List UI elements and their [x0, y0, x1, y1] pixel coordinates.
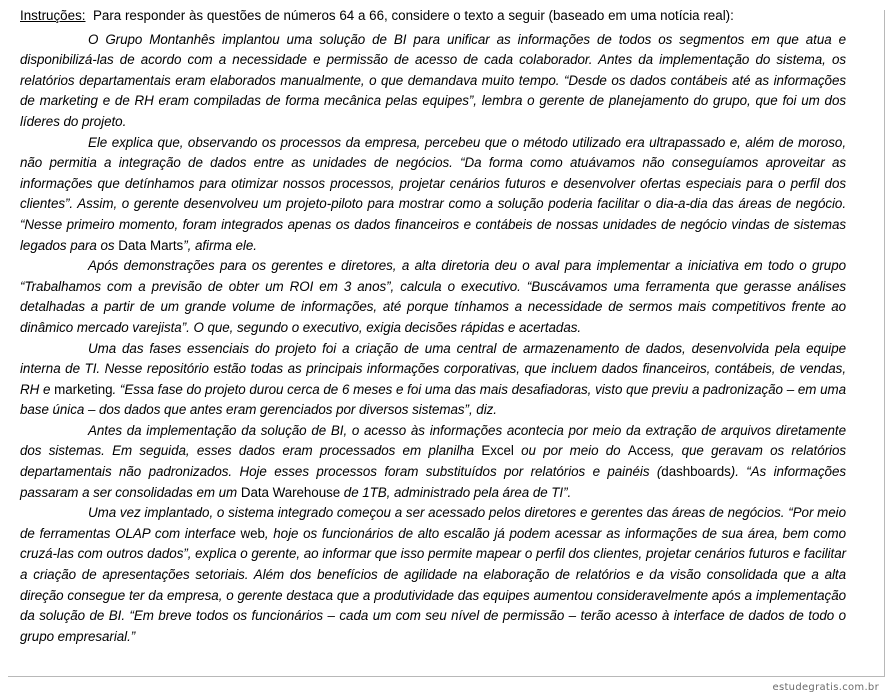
text-run: Data Marts [118, 237, 184, 253]
text-run: ou por meio do [513, 443, 628, 459]
article-paragraph [20, 503, 846, 647]
article-paragraph [20, 30, 846, 133]
document-body [20, 6, 846, 647]
text-run: Uma vez implantado, o sistema integrado começou a ser acessado pelos diretores e gerentes das áreas de negócios. “Por meio de ferramentas OLAP com interface [20, 505, 846, 541]
article-paragraph [20, 421, 846, 503]
instructions-text: Para responder às questões de números 64 a 66, considere o texto a seguir (baseado em uma notícia real): [92, 8, 734, 23]
text-run: Access [627, 443, 671, 459]
text-run: , hoje os funcionários de alto escalão já podem acessar as informações de sua área, bem como cruzá-las com outros dados”, explica o gerente, ao informar que isso permite mapear o perfil dos clientes, projetar cenários futuros e facilitar a criação de apresentações setoriais. Além dos benefícios de agilidade na elaboração de relatórios e da visão consolidada que a alta direção consegue ter da empresa, o gerente destaca que a produtividade das equipes aumentou consideravelmente após a implementação da solução de BI. “Em breve todos os funcionários – cada um com seu nível de permissão – terão acesso à interface de dados de todo o grupo empresarial.” [20, 525, 846, 644]
text-run: Data Warehouse [240, 484, 341, 500]
text-run: de 1TB, administrado pela área de TI”. [340, 484, 572, 500]
article-text [20, 30, 846, 648]
article-paragraph [20, 133, 846, 257]
site-watermark: estudegratis.com.br [772, 682, 879, 693]
text-run: “Da forma como atuávamos não conseguíamos aproveitar as informações que detínhamos para otimizar nossos processos, projetar cenários futuros e desenvolver ofertas especiais para o perfil dos clientes”. Assim, o gerente desenvolveu um projeto-piloto para mostrar como a solução poderia facilitar o dia-a-dia das áreas de negócio. “Nesse primeiro momento, foram integrados apenas os dados financeiros e contábeis de nossas unidades de negócio vindas de sistemas legados para os [20, 155, 847, 253]
text-run: ). “As informações passaram a ser consolidadas em um [20, 464, 846, 500]
instructions-line [20, 6, 846, 27]
text-run: “Desde os dados contábeis até as informações de marketing e de RH eram compiladas de forma mecânica pelas equipes”, lembra o gerente de planejamento do grupo, que foi um dos líderes do projeto. [20, 72, 846, 129]
text-run: Antes da implementação da solução de BI, o acesso às informações acontecia por meio da extração de arquivos diretamente dos sistemas. Em seguida, esses dados eram processados em planilha [20, 422, 846, 459]
text-run: O Grupo Montanhês implantou uma solução de BI para unificar as informações de todos os segmentos em que atua e disponibilizá-las de acordo com a necessidade e permissão de acesso de cada colaborador. Antes da implementação do sistema, os relatórios departamentais eram elaborados manualmente, o que demandava muito tempo. [20, 31, 846, 88]
article-paragraph [20, 256, 846, 338]
text-run: Após demonstrações para os gerentes e diretores, a alta diretoria deu o aval para implementar a iniciativa em todo o grupo “Trabalhamos com a previsão de obter um ROI em 3 anos”, calcula o executivo. “Buscávamos uma ferramenta que gerasse análises detalhadas a partir de um grande volume de informações, até porque tínhamos a necessidade de sermos mais competitivos frente ao dinâmico mercado varejista”. O que, segundo o executivo, exigia decisões rápidas e acertadas. [20, 258, 846, 335]
text-run: Uma das fases essenciais do projeto foi a criação de uma central de armazenamento de dados, desenvolvida pela equipe interna de TI. Nesse repositório estão todas as principais informações corporativas, que incluem dados financeiros, contábeis, de vendas, RH e [20, 340, 846, 397]
instructions-label: Instruções: [20, 8, 86, 23]
text-run: Ele explica que, observando os processos da empresa, percebeu que o método utilizado era ultrapassado e, além de moroso, não permitia a integração de dados entre as unidades de negócios. [20, 134, 846, 171]
text-run: dashboards [661, 464, 731, 480]
text-run: web [240, 525, 265, 541]
text-run: Excel [481, 443, 514, 459]
text-run: marketing [54, 381, 113, 397]
text-run: . “Essa fase do projeto durou cerca de 6 meses e foi uma das mais desafiadoras, visto que previu a padronização – em uma base única – dos dados que antes eram gerenciados por diversos sistemas”, diz. [20, 381, 846, 418]
text-run: , que geravam os relatórios departamentais não padronizados. Hoje esses processos foram substituídos por relatórios e painéis ( [20, 443, 847, 480]
text-run: ”, afirma ele. [183, 237, 257, 253]
article-paragraph [20, 339, 846, 421]
